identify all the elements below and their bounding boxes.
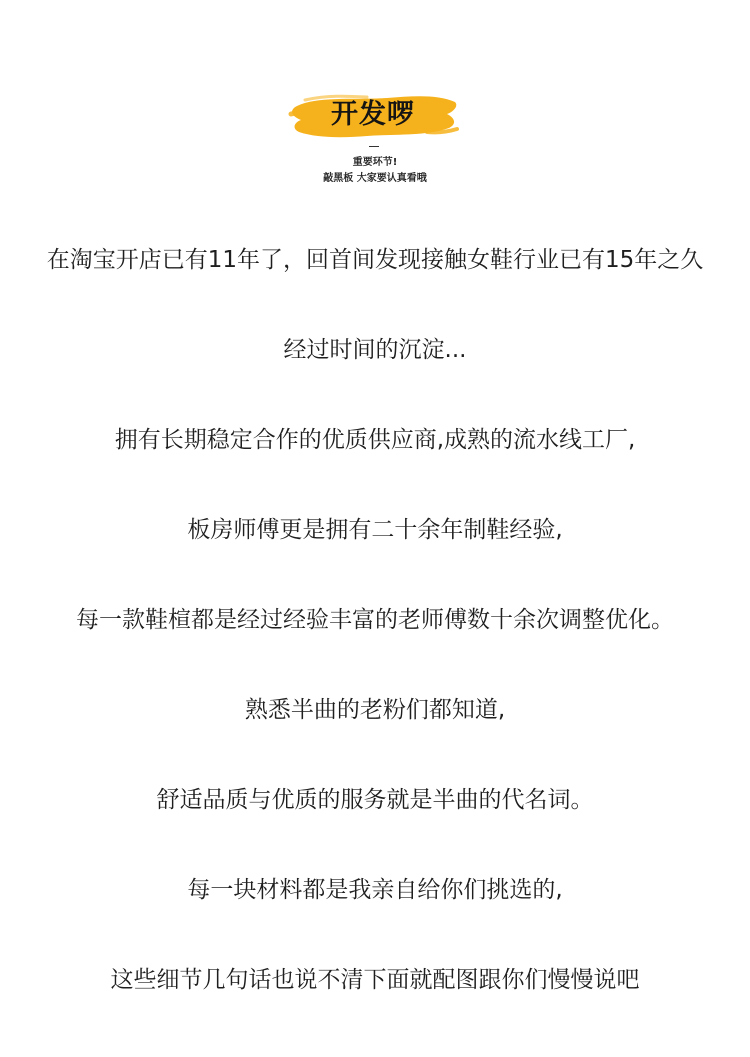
divider-dash (369, 146, 379, 147)
paragraph-3: 拥有长期稳定合作的优质供应商,成熟的流水线工厂, (114, 427, 636, 453)
paragraph-9: 这些细节几句话也说不清下面就配图跟你们慢慢说吧 (110, 967, 640, 993)
subtitle-note: 敲黑板 大家要认真看哦 (323, 173, 427, 184)
paragraph-6: 熟悉半曲的老粉们都知道, (244, 697, 506, 723)
subtitle-important: 重要环节! (352, 157, 398, 168)
section-badge (287, 92, 459, 140)
paragraph-4: 板房师傅更是拥有二十余年制鞋经验, (187, 517, 563, 543)
section-title: 开发啰 (331, 99, 415, 130)
paragraph-2: 经过时间的沉淀... (283, 337, 467, 363)
paragraph-7: 舒适品质与优质的服务就是半曲的代名词。 (156, 787, 594, 813)
paragraph-5: 每一款鞋楦都是经过经验丰富的老师傅数十余次调整优化。 (76, 607, 674, 633)
paragraph-1: 在淘宝开店已有11年了，回首间发现接触女鞋行业已有15年之久 (46, 247, 704, 273)
paragraph-8: 每一块材料都是我亲自给你们挑选的, (187, 877, 563, 903)
